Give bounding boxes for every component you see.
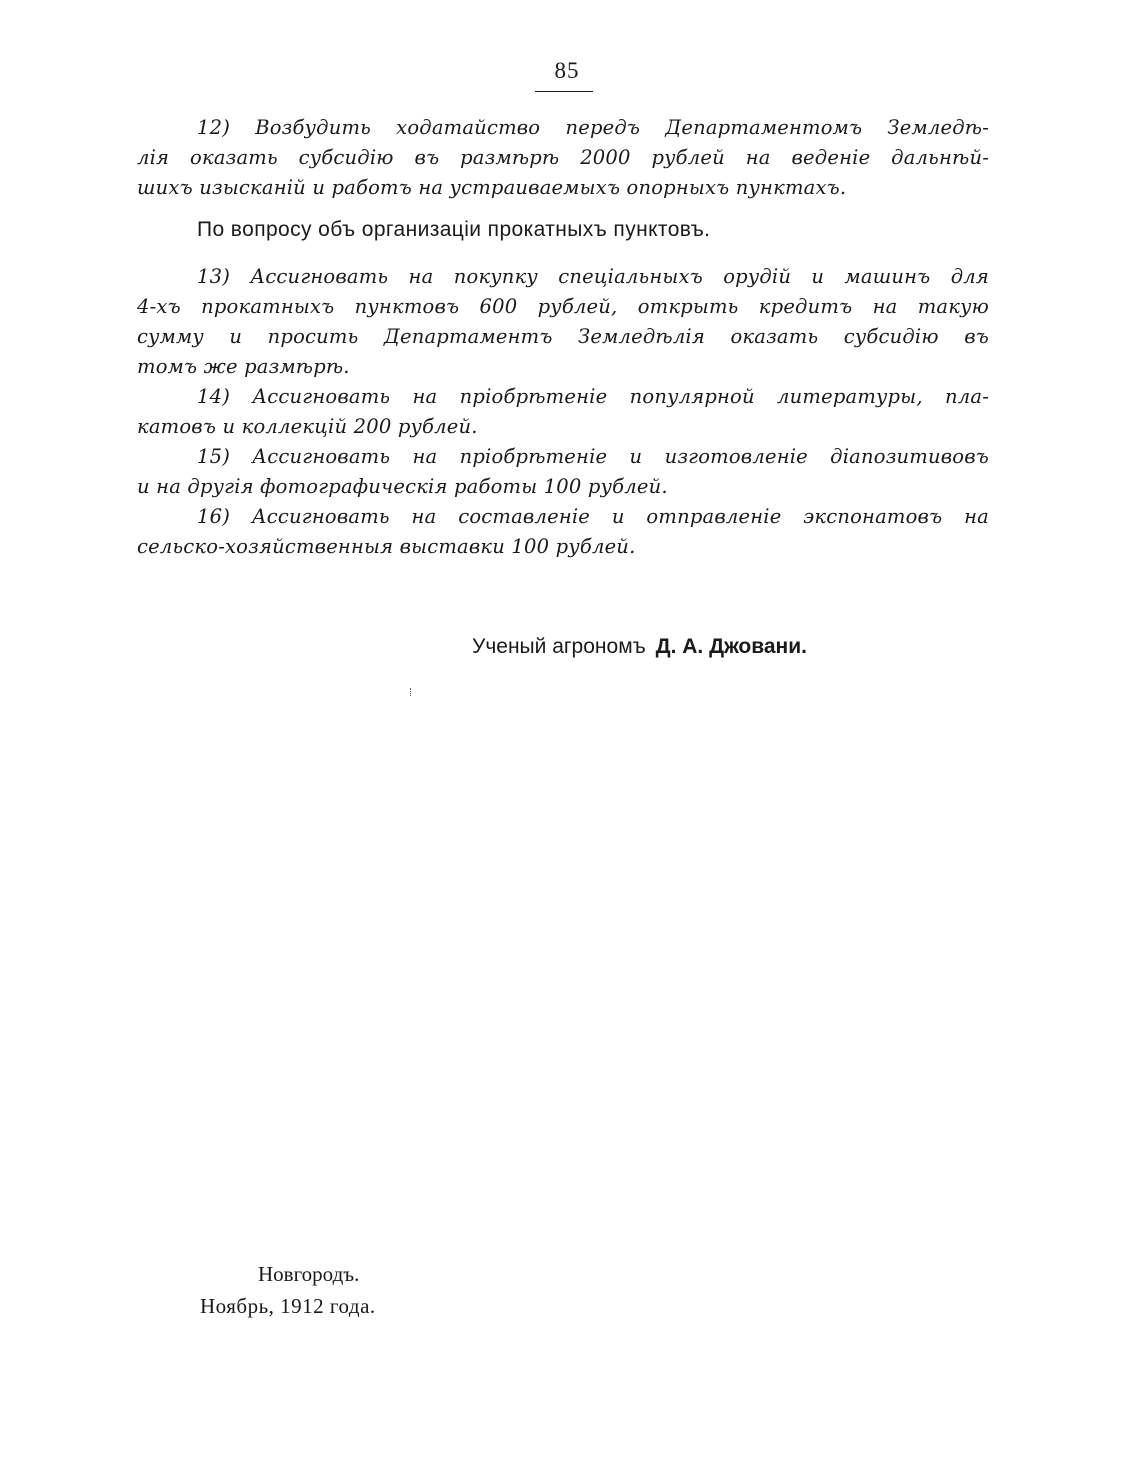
item-16-line-1: 16) Ассигновать на составленіе и отправленіе экспонатовъ на [197,505,989,528]
item-12-line-3: шихъ изысканій и работъ на устраиваемыхъ опорныхъ пунктахъ. [137,176,847,199]
item-13-line-1: 13) Ассигновать на покупку спеціальныхъ орудій и машинъ для [197,265,989,288]
item-12-line-2: лія оказать субсидію въ размѣрѣ 2000 рублей на веденіе дальнѣй- [137,146,989,169]
item-13-line-4: томъ же размѣрѣ. [137,355,350,378]
signature [472,635,807,659]
section-heading: По вопросу объ организаціи прокатныхъ пунктовъ. [197,218,711,241]
item-12-paragraph [137,113,989,203]
item-14-line-2: катовъ и коллекцій 200 рублей. [137,415,478,438]
items-13-16-paragraphs [137,262,989,562]
item-15-line-2: и на другія фотографическія работы 100 рублей. [137,475,668,498]
item-13-line-3: сумму и просить Департаментъ Земледѣлія оказать субсидію въ [137,325,989,348]
print-speck [410,688,413,696]
item-16-line-2: сельско-хозяйственныя выставки 100 рублей. [137,535,636,558]
item-13-line-2: 4-хъ прокатныхъ пунктовъ 600 рублей, открыть кредитъ на такую [137,295,989,318]
item-12-line-1: 12) Возбудить ходатайство передъ Департаментомъ Земледѣ- [197,116,989,139]
item-15-line-1: 15) Ассигновать на пріобрѣтеніе и изготовленіе діапозитивовъ [197,445,989,468]
page-number: 85 [554,58,580,83]
signature-name: Д. А. Джовани. [655,635,807,658]
page-number-rule [535,91,593,92]
date-line: Ноябрь, 1912 года. [200,1294,376,1318]
signature-title: Ученый агрономъ [472,635,646,658]
item-14-line-1: 14) Ассигновать на пріобрѣтеніе популярной литературы, пла- [197,385,989,408]
place-line: Новгородъ. [258,1262,360,1286]
